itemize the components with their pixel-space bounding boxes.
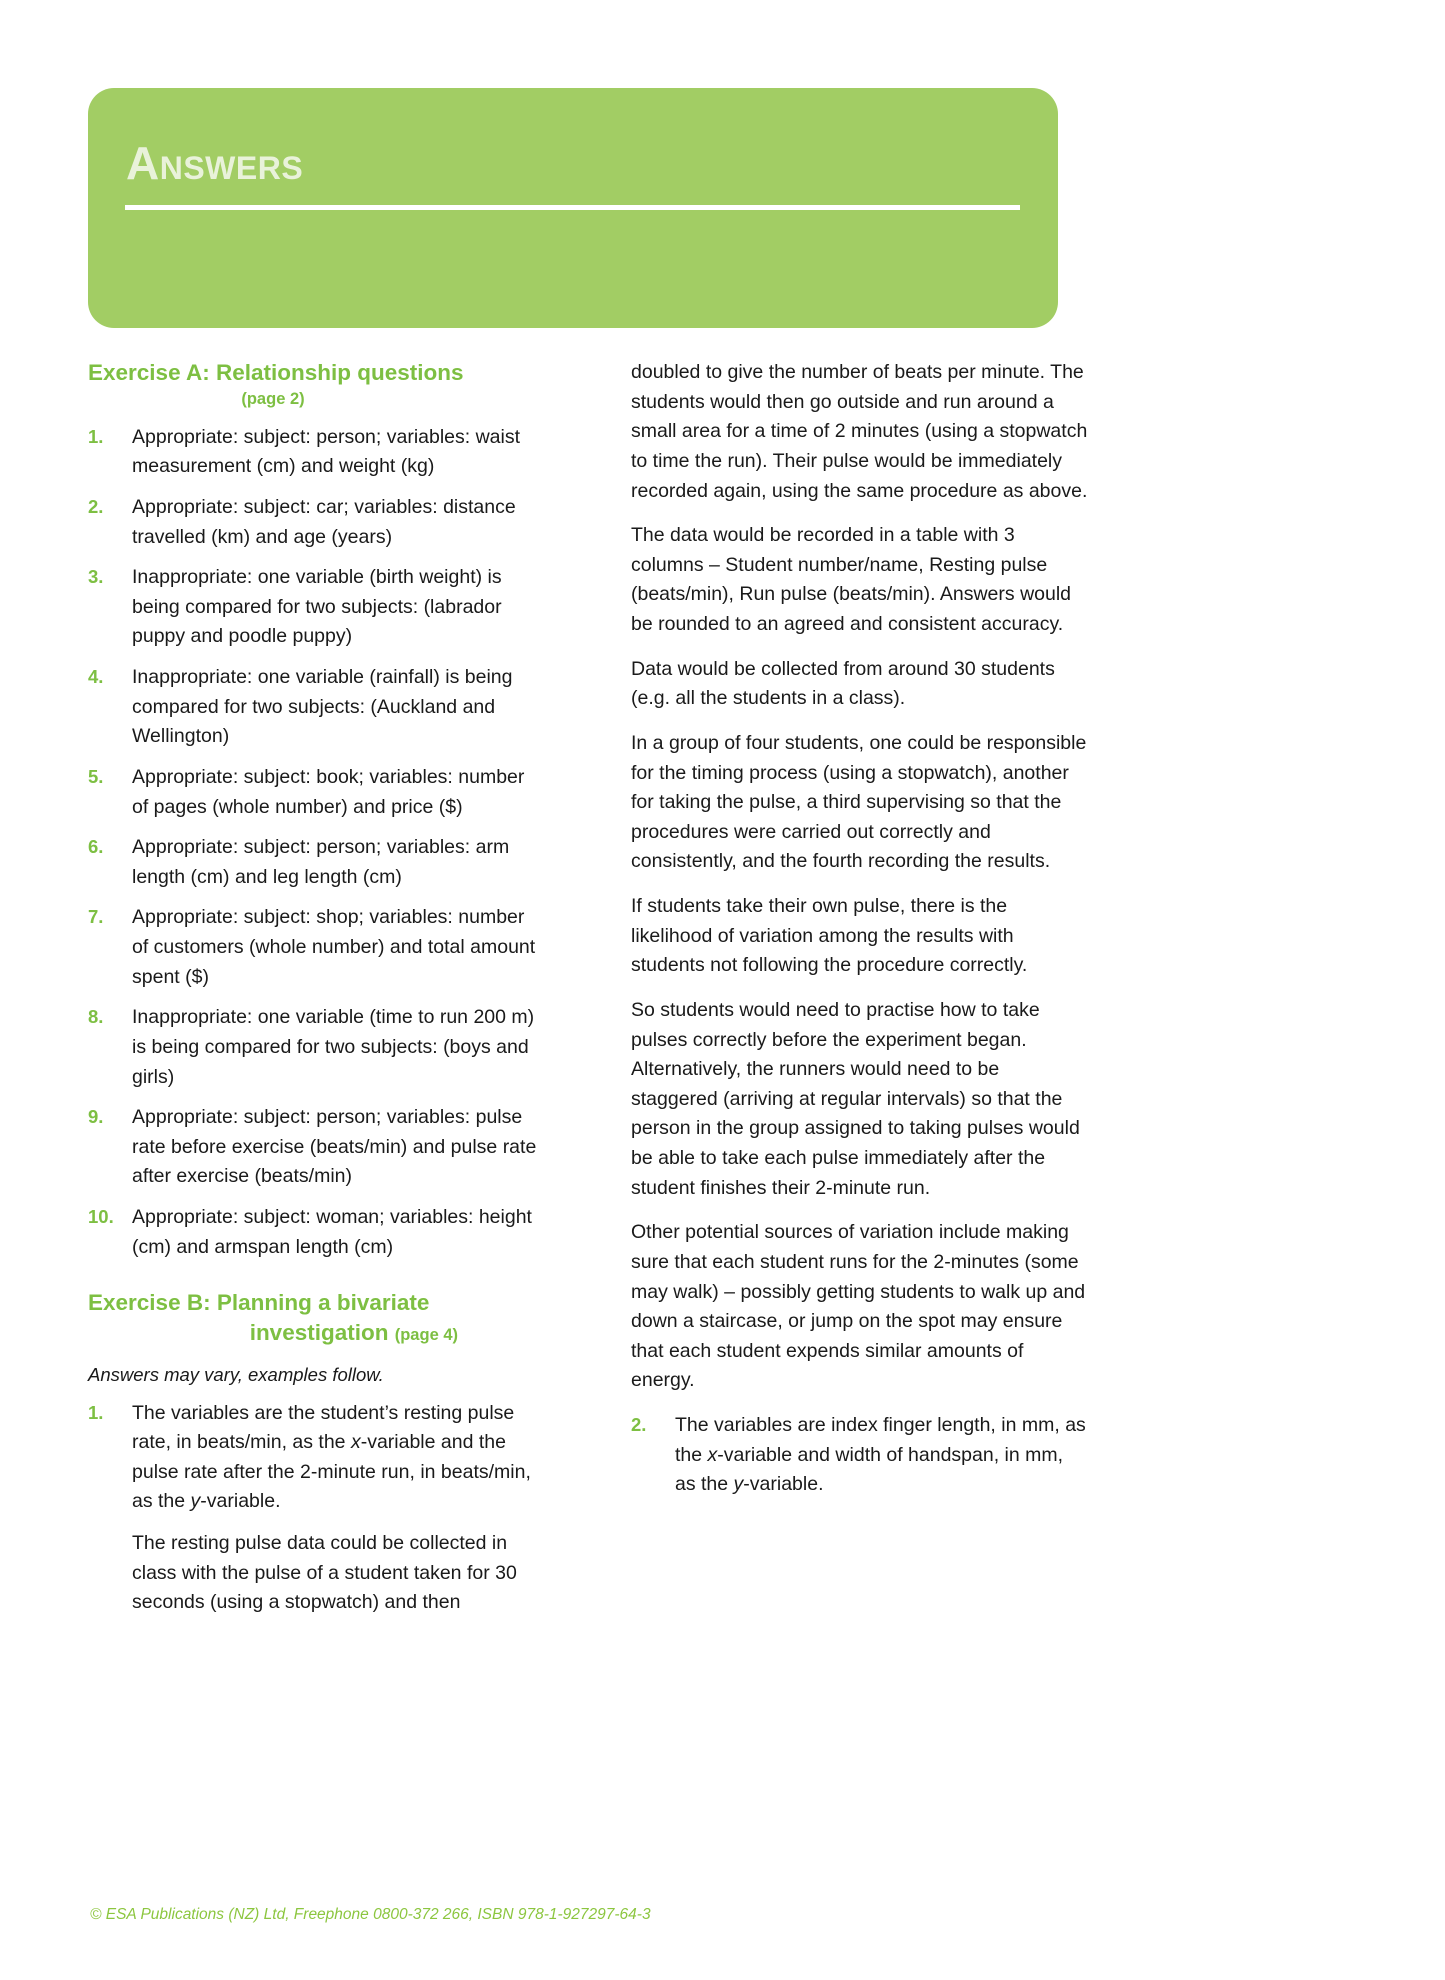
list-item — [88, 493, 546, 552]
item1-text-c: -variable. — [200, 1490, 281, 1513]
list-item-text: Appropriate: subject: person; variables: arm length (cm) and leg length (cm) — [132, 836, 510, 888]
paragraph: So students would need to practise how to take pulses correctly before the experiment began. Alternatively, the runners would need to be staggered (arriving at regular intervals) so that the person in the group assigned to taking pulses would be able to take each pulse immediately after the student finishes their 2-minute run. — [631, 998, 1080, 1199]
paragraph: doubled to give the number of beats per minute. The students would then go outside and run around a small area for a time of 2 minutes (using a stopwatch to time the run). Their pulse would be immediately recorded again, using the same procedure as above. — [631, 361, 1088, 502]
item2-text-c: -variable. — [743, 1473, 824, 1496]
list-item-text — [132, 1399, 546, 1618]
list-item-number: 7. — [88, 906, 104, 928]
list-item-text: Appropriate: subject: person; variables: pulse rate before exercise (beats/min) and pulse rate after exercise (beats/min) — [132, 1106, 537, 1188]
list-item — [88, 663, 546, 752]
list-item — [88, 563, 546, 652]
list-item-number: 8. — [88, 1006, 104, 1028]
list-item-number: 4. — [88, 666, 104, 688]
paragraph: In a group of four students, one could be responsible for the timing process (using a stopwatch), another for taking the pulse, a third supervising so that the procedures were carried out correctly and consistently, and the fourth recording the results. — [631, 731, 1087, 873]
paragraph: If students take their own pulse, there is the likelihood of variation among the results with students not following the procedure correctly. — [631, 895, 1028, 977]
list-item-number: 6. — [88, 836, 104, 858]
paragraph: The data would be recorded in a table with 3 columns – Student number/name, Resting pulse (beats/min), Run pulse (beats/min). Answers would be rounded to an agreed and consistent accuracy. — [631, 524, 1072, 635]
item2-text-a: The variables are index finger length, in mm, as the — [675, 1414, 1086, 1466]
item1-text-b: -variable and the pulse rate after the 2-minute run, in beats/min, as the — [132, 1431, 531, 1513]
list-item-number: 1. — [88, 425, 104, 447]
list-item-number: 2. — [631, 1414, 647, 1435]
list-item-text: Appropriate: subject: book; variables: number of pages (whole number) and price ($) — [132, 765, 525, 818]
list-item-text — [675, 1411, 1089, 1500]
exercise-b-page-ref: (page 4) — [394, 1326, 458, 1344]
item1-text-a: The variables are the student’s resting pulse rate, in beats/min, as the — [132, 1401, 515, 1454]
list-item-text: Inappropriate: one variable (time to run 200 m) is being compared for two subjects: (boys and girls) — [132, 1006, 535, 1088]
list-item-text: Appropriate: subject: person; variables: waist measurement (cm) and weight (kg) — [132, 425, 521, 478]
list-item-text: Appropriate: subject: woman; variables: height (cm) and armspan length (cm) — [132, 1206, 532, 1258]
answers-vary-note: Answers may vary, examples follow. — [88, 1363, 384, 1385]
exercise-a-page-ref: (page 2) — [241, 389, 305, 408]
x-variable-italic: x — [707, 1443, 718, 1466]
exercise-b-heading-line2 — [88, 1318, 546, 1348]
paragraph: Data would be collected from around 30 students (e.g. all the students in a class). — [631, 657, 1055, 710]
exercise-b-heading-line1: Exercise B: Planning a bivariate — [88, 1290, 430, 1316]
list-item-number: 2. — [88, 495, 104, 517]
x-variable-italic: x — [350, 1431, 361, 1454]
list-item — [88, 1003, 546, 1092]
y-variable-italic: y — [190, 1490, 201, 1513]
item1-paragraph-1 — [132, 1399, 546, 1518]
list-item-text: Appropriate: subject: shop; variables: number of customers (whole number) and total amount spent ($) — [132, 906, 536, 988]
list-item-number: 3. — [88, 566, 104, 588]
list-item-text: Inappropriate: one variable (rainfall) is being compared for two subjects: (Auckland and Wellington) — [132, 666, 513, 748]
banner-divider — [125, 205, 1020, 210]
list-item-text: Inappropriate: one variable (birth weight) is being compared for two subjects: (labrador puppy and poodle puppy) — [132, 566, 502, 648]
list-item-number: 5. — [88, 765, 104, 787]
list-item — [88, 833, 546, 892]
copyright-footer: © ESA Publications (NZ) Ltd, Freephone 0800-372 266, ISBN 978-1-927297-64-3 — [90, 1906, 651, 1923]
list-item — [88, 423, 546, 482]
paragraph: Other potential sources of variation include making sure that each student runs for the 2-minutes (some may walk) – possibly getting students to walk up and down a staircase, or jump on the spot may ensure that each student expends similar amounts of energy. — [631, 1221, 1086, 1392]
list-item-text: Appropriate: subject: car; variables: distance travelled (km) and age (years) — [132, 495, 516, 548]
answers-banner — [88, 88, 1058, 328]
list-item — [88, 1399, 546, 1618]
item1-paragraph-2: The resting pulse data could be collected in class with the pulse of a student taken for 30 seconds (using a stopwatch) and then — [132, 1532, 517, 1614]
list-item — [88, 1203, 546, 1262]
list-item — [88, 1103, 546, 1192]
item2-paragraph — [675, 1411, 1089, 1500]
right-column — [631, 358, 1089, 1511]
y-variable-italic: y — [733, 1473, 744, 1496]
list-item-number: 9. — [88, 1106, 104, 1128]
item2-text-b: -variable and width of handspan, in mm, as the — [675, 1443, 1064, 1496]
exercise-b-heading-line2-text: investigation — [249, 1320, 389, 1345]
exercise-a-list — [88, 423, 546, 1263]
list-item-number: 10. — [88, 1206, 114, 1228]
left-column — [88, 358, 546, 1629]
list-item — [631, 1411, 1089, 1500]
list-item-number: 1. — [88, 1401, 104, 1423]
list-item — [88, 903, 546, 992]
list-item — [88, 763, 546, 822]
exercise-a-heading: Exercise A: Relationship questions — [88, 360, 464, 385]
page-title: Answers — [126, 137, 304, 189]
exercise-b-heading — [88, 1288, 546, 1347]
